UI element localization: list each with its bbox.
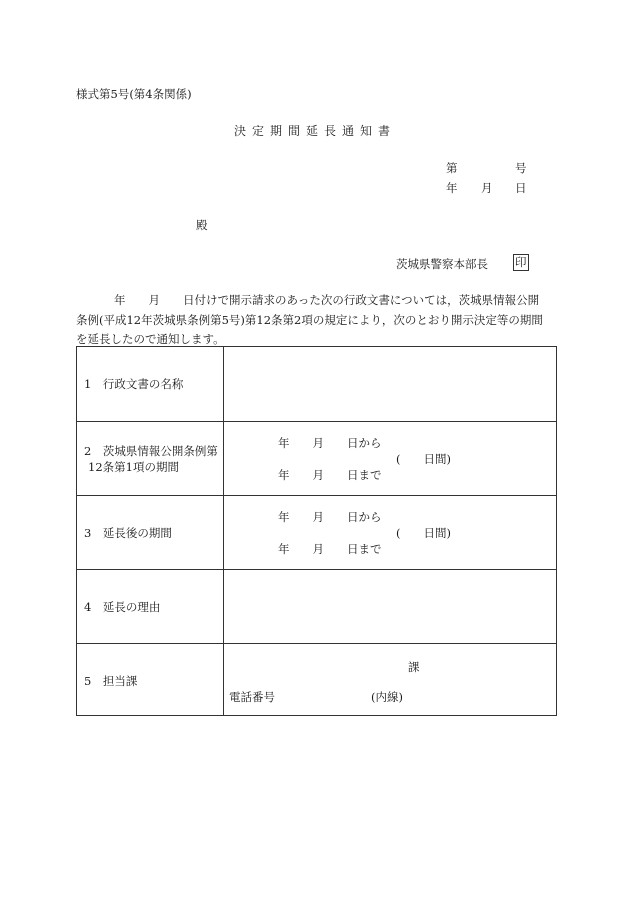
seal-mark: 印 bbox=[515, 255, 527, 269]
responsible-section-label: 5 担当課 bbox=[84, 674, 138, 688]
phone-number-label: 電話番号 bbox=[229, 690, 275, 704]
notice-body-line-3: を延長したので通知します。 bbox=[76, 332, 225, 346]
table-row-responsible-section bbox=[77, 643, 556, 715]
document-title: 決定期間延長通知書 bbox=[233, 124, 396, 138]
document-name-label: 1 行政文書の名称 bbox=[84, 377, 184, 391]
notice-body-line-2: 条例(平成12年茨城県条例第5号)第12条第2項の規定により，次のとおり開示決定等の期間 bbox=[76, 312, 543, 327]
document-name-value bbox=[224, 347, 556, 421]
date-day: 日 bbox=[515, 181, 527, 195]
table-row-extension-reason bbox=[77, 569, 556, 643]
notice-body bbox=[76, 291, 560, 350]
document-number-prefix: 第 bbox=[446, 161, 458, 175]
table-row-original-period bbox=[77, 421, 556, 495]
original-period-label-line-2: 12条第1項の期間 bbox=[88, 460, 179, 474]
extension-label: (内線) bbox=[371, 690, 403, 704]
original-period-from: 年 月 日から bbox=[278, 436, 382, 450]
original-period-to: 年 月 日まで bbox=[278, 468, 382, 482]
date-year: 年 bbox=[446, 181, 458, 195]
extended-period-from: 年 月 日から bbox=[278, 510, 382, 524]
original-period-days: ( 日間) bbox=[396, 452, 451, 466]
table-row-extended-period bbox=[77, 495, 556, 569]
table-row-document-name bbox=[77, 347, 556, 421]
details-table bbox=[76, 346, 557, 716]
document-number-suffix: 号 bbox=[515, 161, 527, 175]
extended-period-days: ( 日間) bbox=[396, 526, 451, 540]
extension-reason-label: 4 延長の理由 bbox=[84, 600, 161, 614]
original-period-label-line-1: 2 茨城県情報公開条例第 bbox=[84, 444, 218, 458]
section-suffix: 課 bbox=[408, 660, 420, 674]
notice-body-line-1: 年 月 日付けで開示請求のあった次の行政文書については，茨城県情報公開 bbox=[114, 293, 540, 307]
extension-reason-value bbox=[224, 570, 556, 643]
extended-period-label: 3 延長後の期間 bbox=[84, 526, 172, 540]
date-month: 月 bbox=[481, 181, 493, 195]
addressee-honorific: 殿 bbox=[196, 218, 208, 232]
sender-name: 茨城県警察本部長 bbox=[396, 257, 488, 271]
extended-period-to: 年 月 日まで bbox=[278, 542, 382, 556]
form-number: 様式第5号(第4条関係) bbox=[76, 87, 192, 101]
